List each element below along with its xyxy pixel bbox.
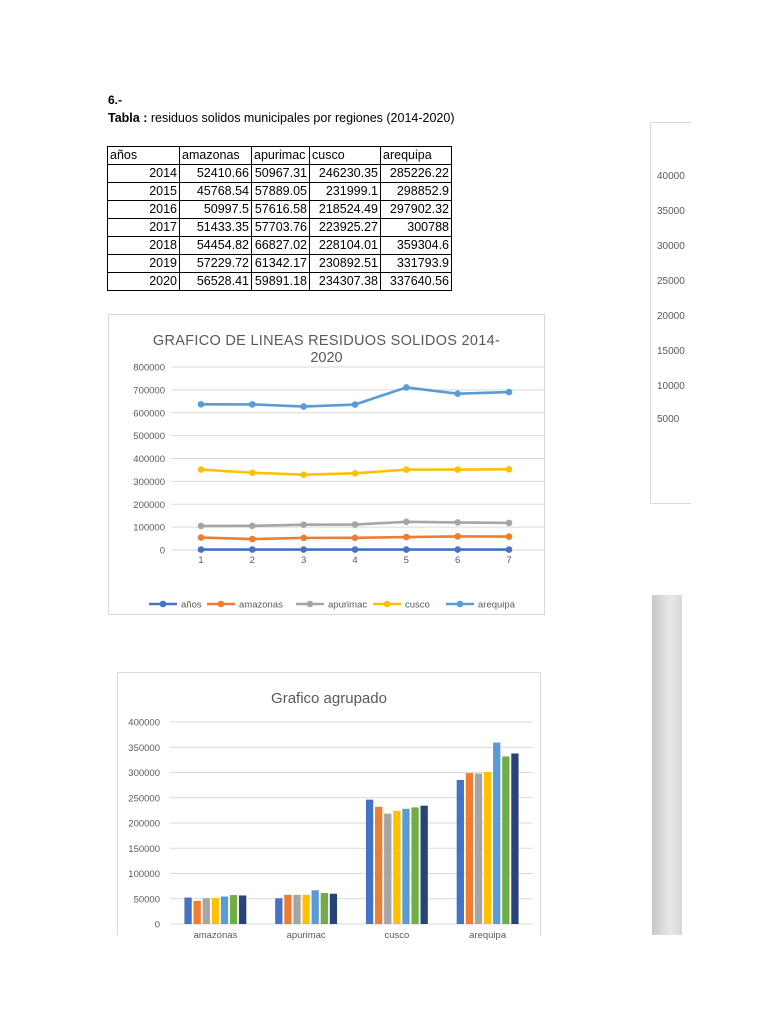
bar: [384, 814, 391, 924]
table-cell: 56528.41: [180, 273, 252, 291]
legend-item: [446, 600, 516, 611]
data-point-cusco: [352, 470, 359, 477]
data-point-apurimac: [403, 518, 410, 525]
table-cell: 230892.51: [310, 255, 381, 273]
y-tick-label: 30000: [657, 241, 685, 252]
x-tick-label: 7: [506, 555, 512, 566]
data-point-amazonas: [352, 534, 359, 541]
data-point-años: [198, 546, 205, 553]
table-cell: 51433.35: [180, 219, 252, 237]
data-point-arequipa: [403, 384, 410, 391]
data-point-amazonas: [249, 536, 256, 543]
y-tick-label: 50000: [133, 894, 160, 906]
bar: [321, 893, 328, 924]
table-cell: 66827.02: [252, 237, 310, 255]
y-tick-label: 40000: [657, 171, 685, 182]
table-row: [108, 237, 452, 255]
table-cell: 54454.82: [180, 237, 252, 255]
grouped-bar-chart: [117, 672, 541, 941]
data-point-apurimac: [506, 520, 513, 527]
x-tick-label: 4: [352, 555, 358, 566]
bar: [212, 898, 219, 924]
y-tick-label: 15000: [657, 346, 685, 357]
bar: [239, 895, 246, 924]
line-chart: [108, 314, 545, 615]
table-header-cell: amazonas: [180, 147, 252, 165]
data-point-arequipa: [198, 401, 205, 408]
y-tick-label: 300000: [133, 476, 165, 488]
x-tick-label: 3: [301, 555, 307, 566]
data-point-años: [454, 546, 461, 553]
bar: [502, 756, 509, 924]
legend-item: [296, 600, 367, 611]
y-tick-label: 500000: [133, 431, 165, 443]
y-tick-label: 0: [154, 919, 160, 931]
table-header-row: [108, 147, 452, 165]
data-point-apurimac: [352, 521, 359, 528]
bar: [393, 811, 400, 924]
data-point-amazonas: [300, 535, 307, 542]
y-tick-label: 5000: [657, 414, 680, 425]
y-tick-label: 200000: [133, 499, 165, 511]
table-cell: 2016: [108, 201, 180, 219]
data-point-años: [300, 546, 307, 553]
bar: [330, 894, 337, 924]
y-tick-label: 600000: [133, 408, 165, 420]
table-cell: 231999.1: [310, 183, 381, 201]
table-cell: 57229.72: [180, 255, 252, 273]
table-cell: 2018: [108, 237, 180, 255]
table-header-cell: arequipa: [381, 147, 452, 165]
legend-label: cusco: [405, 599, 430, 611]
legend-marker: [457, 601, 464, 608]
bar: [275, 898, 282, 924]
data-point-cusco: [198, 466, 205, 473]
data-point-arequipa: [352, 401, 359, 408]
y-tick-label: 700000: [133, 385, 165, 397]
legend-marker: [160, 601, 167, 608]
bar: [302, 895, 309, 924]
table-cell: 228104.01: [310, 237, 381, 255]
data-point-años: [403, 546, 410, 553]
bar: [312, 890, 319, 924]
x-tick-label: 5: [403, 555, 409, 566]
bar: [511, 753, 518, 924]
table-cell: 52410.66: [180, 165, 252, 183]
x-tick-label: 6: [455, 555, 461, 566]
table-cell: 61342.17: [252, 255, 310, 273]
bar: [184, 898, 191, 924]
table-cell: 57616.58: [252, 201, 310, 219]
partial-chart-frame: [650, 122, 691, 504]
table-cell: 2015: [108, 183, 180, 201]
table-title: [108, 111, 454, 125]
table-cell: 285226.22: [381, 165, 452, 183]
data-point-apurimac: [454, 519, 461, 526]
table-header-cell: años: [108, 147, 180, 165]
table-cell: 234307.38: [310, 273, 381, 291]
bar: [493, 743, 500, 924]
data-point-cusco: [300, 471, 307, 478]
data-point-arequipa: [454, 390, 461, 397]
table-row: [108, 273, 452, 291]
bar: [230, 895, 237, 924]
bar-chart-svg: [118, 673, 540, 941]
data-point-años: [352, 546, 359, 553]
data-point-amazonas: [454, 533, 461, 540]
table-cell: 59891.18: [252, 273, 310, 291]
legend-label: apurimac: [328, 599, 368, 611]
data-table: [107, 146, 452, 291]
data-point-arequipa: [300, 403, 307, 410]
data-point-apurimac: [249, 523, 256, 530]
table-row: [108, 183, 452, 201]
data-point-años: [506, 546, 513, 553]
bar: [466, 773, 473, 924]
y-tick-label: 800000: [133, 362, 165, 374]
data-point-cusco: [454, 466, 461, 473]
y-tick-label: 350000: [128, 742, 160, 754]
y-tick-label: 200000: [128, 818, 160, 830]
x-tick-label: 1: [198, 555, 204, 566]
x-tick-label: arequipa: [469, 930, 507, 941]
y-tick-label: 400000: [128, 717, 160, 729]
data-point-amazonas: [403, 534, 410, 541]
bar: [457, 780, 464, 924]
x-tick-label: apurimac: [286, 930, 326, 941]
data-point-cusco: [403, 466, 410, 473]
table-cell: 298852.9: [381, 183, 452, 201]
bar: [411, 807, 418, 924]
table-cell: 218524.49: [310, 201, 381, 219]
gray-image-panel: [652, 595, 682, 935]
data-point-años: [249, 546, 256, 553]
legend-item: [373, 600, 430, 611]
table-row: [108, 255, 452, 273]
bar: [194, 901, 201, 924]
legend-marker: [384, 601, 391, 608]
bar: [221, 897, 228, 924]
table-header-cell: apurimac: [252, 147, 310, 165]
bar: [366, 800, 373, 924]
table-cell: 2019: [108, 255, 180, 273]
legend-marker: [218, 601, 225, 608]
table-cell: 50997.5: [180, 201, 252, 219]
table-title-text: residuos solidos municipales por regiones (2014-2020): [147, 111, 455, 125]
table-title-prefix: Tabla :: [108, 111, 148, 125]
legend-item: [207, 600, 283, 611]
y-tick-label: 0: [159, 545, 165, 557]
table-cell: 2020: [108, 273, 180, 291]
legend-marker: [307, 601, 314, 608]
table-cell: 2014: [108, 165, 180, 183]
table-row: [108, 219, 452, 237]
table-cell: 246230.35: [310, 165, 381, 183]
y-tick-label: 100000: [133, 522, 165, 534]
y-tick-label: 300000: [128, 768, 160, 779]
bar: [293, 895, 300, 924]
data-point-amazonas: [506, 533, 513, 540]
data-point-arequipa: [249, 401, 256, 408]
bar: [475, 774, 482, 924]
line-chart-svg: [109, 315, 544, 614]
table-cell: 50967.31: [252, 165, 310, 183]
data-point-amazonas: [198, 534, 205, 541]
table-cell: 223925.27: [310, 219, 381, 237]
bar: [284, 895, 291, 924]
table-cell: 57889.05: [252, 183, 310, 201]
bar: [421, 806, 428, 924]
y-tick-label: 25000: [657, 276, 685, 287]
data-point-apurimac: [300, 521, 307, 528]
data-point-arequipa: [506, 389, 513, 396]
data-point-cusco: [506, 466, 513, 473]
table-cell: 337640.56: [381, 273, 452, 291]
section-number: 6.-: [108, 93, 123, 107]
y-tick-label: 100000: [128, 869, 160, 880]
legend-label: amazonas: [239, 599, 283, 611]
bar: [203, 898, 210, 924]
x-tick-label: cusco: [384, 930, 410, 941]
table-row: [108, 165, 452, 183]
table-header-cell: cusco: [310, 147, 381, 165]
y-tick-label: 400000: [133, 454, 165, 465]
data-point-apurimac: [198, 523, 205, 530]
x-tick-label: amazonas: [193, 930, 238, 941]
bar: [402, 809, 409, 924]
y-tick-label: 20000: [657, 311, 685, 322]
legend-label: arequipa: [478, 599, 515, 611]
table-cell: 57703.76: [252, 219, 310, 237]
legend-label: años: [181, 599, 202, 611]
table-cell: 45768.54: [180, 183, 252, 201]
legend-item: [149, 600, 202, 611]
table-cell: 2017: [108, 219, 180, 237]
y-tick-label: 150000: [128, 843, 160, 855]
data-point-cusco: [249, 469, 256, 476]
chart-title-line2: 2020: [310, 350, 343, 366]
bar: [484, 772, 491, 924]
y-tick-label: 35000: [657, 206, 685, 217]
table-row: [108, 201, 452, 219]
y-tick-label: 10000: [657, 381, 685, 392]
chart-title: GRAFICO DE LINEAS RESIDUOS SOLIDOS 2014-: [152, 333, 501, 349]
table-cell: 359304.6: [381, 237, 452, 255]
x-tick-label: 2: [249, 555, 255, 566]
chart-title: Grafico agrupado: [271, 690, 387, 707]
y-tick-label: 250000: [128, 793, 160, 805]
table-cell: 300788: [381, 219, 452, 237]
table-cell: 331793.9: [381, 255, 452, 273]
bar: [375, 807, 382, 924]
table-cell: 297902.32: [381, 201, 452, 219]
